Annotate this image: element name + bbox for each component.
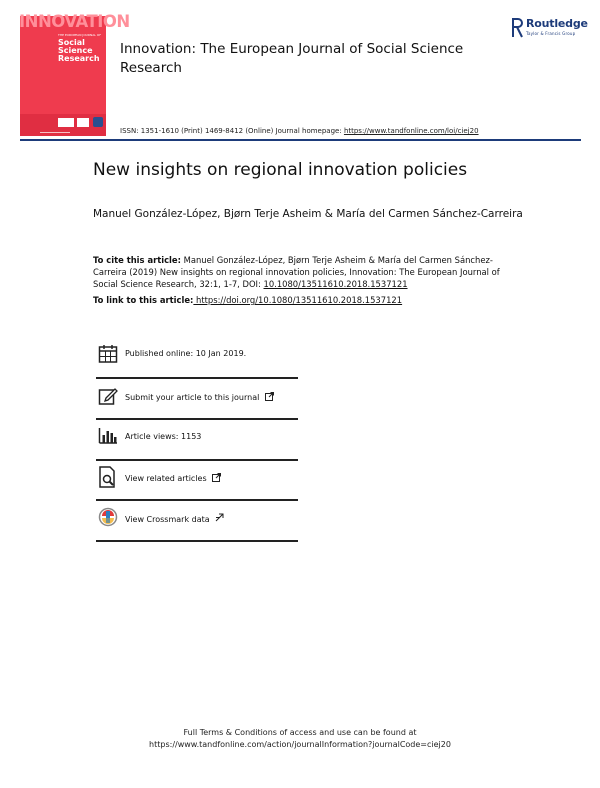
external-link-icon [212, 473, 221, 482]
submit-article-row[interactable] [96, 386, 298, 408]
panel-divider [96, 499, 298, 501]
panel-divider [96, 540, 298, 542]
journal-cover-image [19, 12, 130, 136]
header-rule [20, 139, 581, 141]
related-articles-row[interactable] [96, 466, 298, 490]
panel-divider [96, 418, 298, 420]
crossmark-text[interactable]: View Crossmark data [125, 513, 224, 524]
cover-divider [40, 132, 70, 133]
article-title: New insights on regional innovation policies [93, 160, 468, 180]
routledge-r-icon [511, 17, 523, 39]
cover-publisher-logo [58, 118, 74, 127]
cite-text: Manuel González-López, Bjørn Terje Asheim & María del Carmen Sánchez-Carreira (2019) New insights on regional innovation policies, Innovation: The European Journal of Social Science Research, 32:1, 1-7, DOI: [93, 255, 500, 290]
article-views-row [96, 426, 298, 448]
panel-divider [96, 377, 298, 379]
external-link-icon [265, 392, 274, 401]
bar-chart-icon [98, 426, 118, 446]
panel-divider [96, 459, 298, 461]
doi-link[interactable]: 10.1080/13511610.2018.1537121 [263, 279, 408, 290]
publisher-tagline: Taylor & Francis Group [526, 31, 576, 36]
link-label: To link to this article: [93, 295, 194, 305]
doi-url-link[interactable]: https://doi.org/10.1080/13511610.2018.1537121 [193, 295, 403, 305]
article-link-line [93, 295, 402, 305]
citation-block [93, 254, 523, 291]
article-authors: Manuel González-López, Bjørn Terje Asheim & María del Carmen Sánchez-Carreira [93, 208, 523, 220]
publisher-name: Routledge [526, 17, 588, 30]
journal-title: Innovation: The European Journal of Social Science Research [120, 41, 464, 76]
cover-subtitle: Social Science Research [58, 38, 100, 63]
footer [0, 727, 600, 750]
footer-url[interactable]: https://www.tandfonline.com/action/journalInformation?journalCode=ciej20 [149, 739, 451, 749]
crossmark-link-icon [215, 513, 224, 522]
published-online-text: Published online: 10 Jan 2019. [125, 349, 247, 358]
crossmark-row[interactable] [96, 506, 298, 530]
cover-top-text: THE EUROPEAN JOURNAL OF [58, 33, 101, 37]
calendar-icon [98, 344, 118, 364]
journal-homepage-link[interactable]: https://www.tandfonline.com/loi/ciej20 [343, 127, 479, 135]
cite-label: To cite this article: [93, 255, 181, 265]
crossmark-icon [98, 507, 118, 527]
cover-partner-logo [77, 118, 89, 127]
cover-badge-icon [93, 117, 103, 127]
issn-line [120, 127, 479, 135]
related-articles-icon [98, 466, 118, 488]
related-articles-text[interactable]: View related articles [125, 473, 221, 483]
submit-pencil-icon [98, 386, 118, 406]
cover-title: INNOVATION [19, 12, 130, 31]
issn-text: ISSN: 1351-1610 (Print) 1469-8412 (Online) Journal homepage: [120, 127, 344, 135]
published-online-row [96, 344, 298, 366]
submit-article-text[interactable]: Submit your article to this journal [125, 392, 274, 402]
footer-terms: Full Terms & Conditions of access and use can be found at [183, 728, 417, 737]
article-views-text: Article views: 1153 [125, 432, 202, 441]
